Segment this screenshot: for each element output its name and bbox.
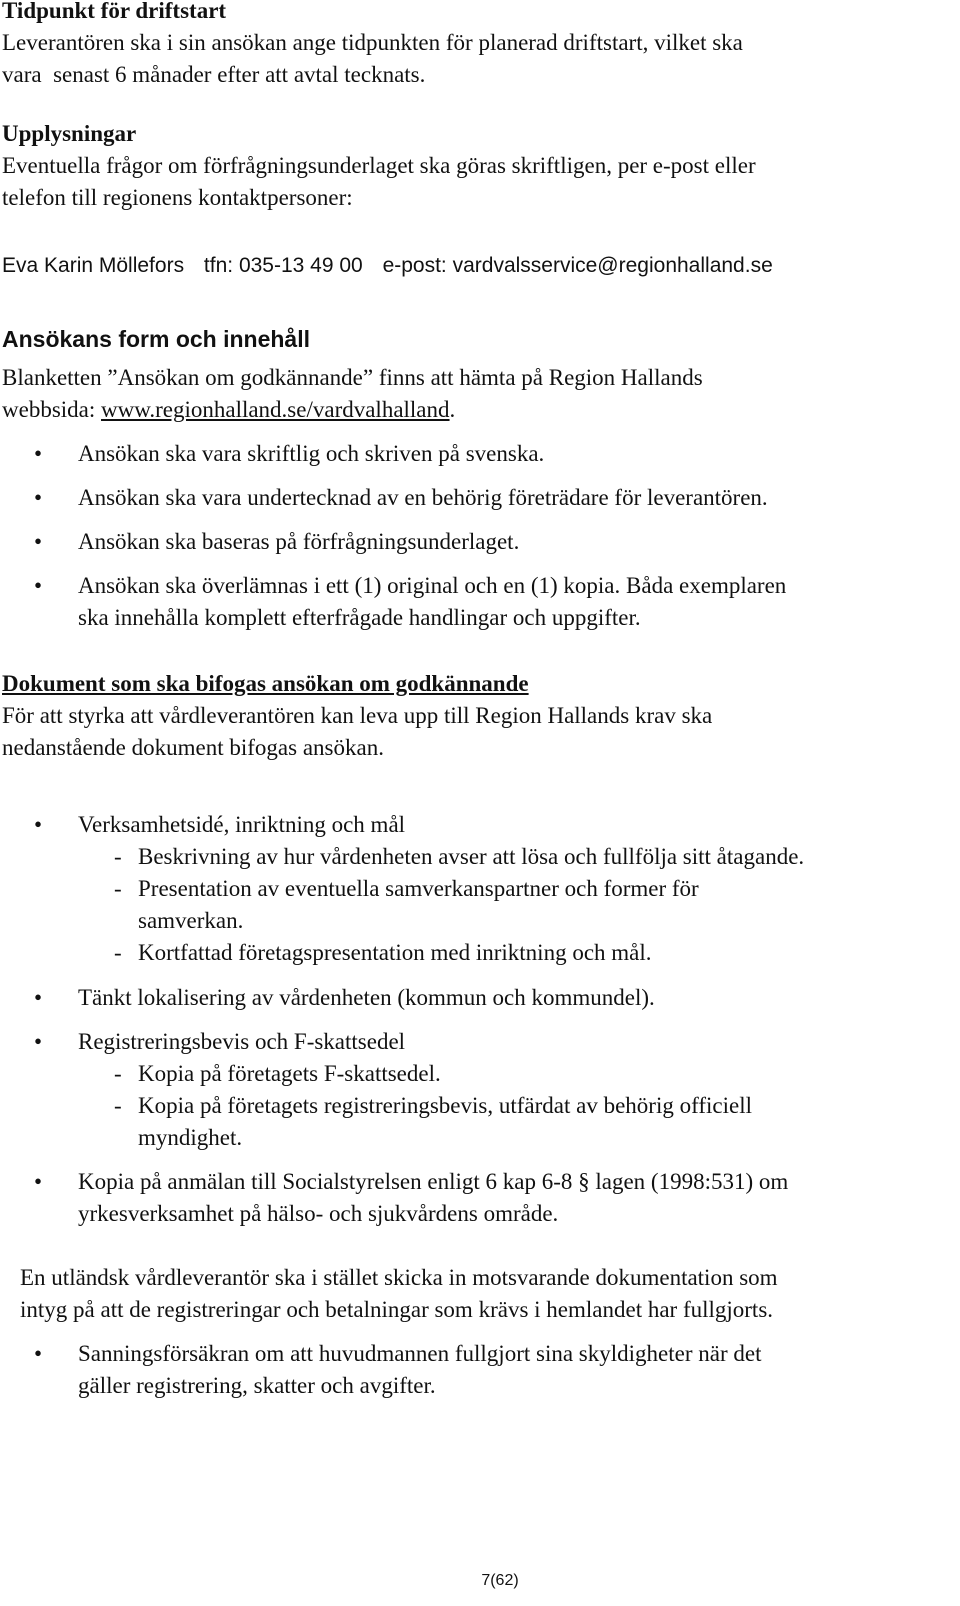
contact-row [2,250,952,282]
section-dokument [2,668,952,764]
section-form [2,323,952,355]
heading-form: Ansökans form och innehåll [2,326,310,352]
sub-item-text: Beskrivning av hur vårdenheten avser att lösa och fullfölja sitt åtagande. [138,844,805,869]
text-line: vara senast 6 månader efter att avtal tecknats. [2,62,426,87]
list-item [0,570,955,634]
list-item-text: Ansökan ska överlämnas i ett (1) original och en (1) kopia. Båda exemplaren [78,573,787,598]
sub-list-item [0,1090,955,1154]
list-item-text: Ansökan ska baseras på förfrågningsunderlaget. [78,529,520,554]
bullet-icon: • [34,985,43,1010]
text-line: intyg på att de registreringar och betalningar som krävs i hemlandet har fullgjorts. [20,1297,774,1322]
list-item [0,438,955,470]
foreign-provider-paragraph [20,1262,955,1326]
bullet-icon: • [34,1341,43,1366]
list-item-text: Kopia på anmälan till Socialstyrelsen enligt 6 kap 6-8 § lagen (1998:531) om [78,1169,789,1194]
list-item [0,482,955,514]
list-item [0,526,955,558]
contact-phone: tfn: 035-13 49 00 [203,254,363,277]
sub-item-text: myndighet. [138,1125,243,1150]
list-item-text: ska innehålla komplett efterfrågade handlingar och uppgifter. [78,605,641,630]
list-item [0,1338,955,1402]
section-upplysningar [2,118,952,214]
dash-icon: - [114,1061,122,1086]
list-item [0,1166,955,1230]
section-driftstart [2,0,952,91]
bullet-icon: • [34,1169,43,1194]
text-fragment: . [449,397,456,422]
sub-list-item [0,937,955,969]
contact-name: Eva Karin Möllefors [2,254,185,277]
list-item-text: Sanningsförsäkran om att huvudmannen fullgjort sina skyldigheter när det [78,1341,762,1366]
sub-item-text: Kopia på företagets F-skattsedel. [138,1061,441,1086]
list-item-text: Ansökan ska vara skriftlig och skriven på svenska. [78,441,545,466]
text-line: Leverantören ska i sin ansökan ange tidpunkten för planerad driftstart, vilket ska [2,30,743,55]
dash-icon: - [114,844,122,869]
text-line [2,394,952,426]
sub-list-item [0,841,955,873]
heading-driftstart: Tidpunkt för driftstart [2,0,227,23]
form-intro [2,362,952,426]
sub-item-text: Presentation av eventuella samverkanspartner och former för [138,876,699,901]
text-line: Eventuella frågor om förfrågningsunderlaget ska göras skriftligen, per e-post eller [2,153,756,178]
document-list [0,809,955,1230]
list-item [0,982,955,1014]
website-link[interactable]: www.regionhalland.se/vardvalhalland [101,397,450,422]
list-item [0,1026,955,1058]
heading-upplysningar: Upplysningar [2,121,137,146]
bullet-icon: • [34,1029,43,1054]
heading-dokument: Dokument som ska bifogas ansökan om godkännande [2,671,529,696]
text-fragment: webbsida: [2,397,102,422]
dash-icon: - [114,1093,122,1118]
sub-item-text: Kopia på företagets registreringsbevis, utfärdat av behörig officiell [138,1093,752,1118]
bullet-icon: • [34,485,43,510]
bullet-icon: • [34,573,43,598]
sub-list-item [0,873,955,937]
dash-icon: - [114,876,122,901]
contact-email-link[interactable]: e-post: vardvalsservice@regionhalland.se [382,254,773,277]
list-item-text: Ansökan ska vara undertecknad av en behörig företrädare för leverantören. [78,485,768,510]
dash-icon: - [114,940,122,965]
list-item-text: Registreringsbevis och F-skattsedel [78,1029,406,1054]
list-item-text: gäller registrering, skatter och avgifter. [78,1373,436,1398]
text-line: Blanketten ”Ansökan om godkännande” finns att hämta på Region Hallands [2,365,703,390]
sub-item-text: Kortfattad företagspresentation med inriktning och mål. [138,940,652,965]
bullet-icon: • [34,812,43,837]
form-bullet-list [0,438,955,634]
sub-list-item [0,1058,955,1090]
declaration-list [0,1338,955,1402]
text-line: För att styrka att vårdleverantören kan leva upp till Region Hallands krav ska [2,703,713,728]
bullet-icon: • [34,441,43,466]
page-number: 7(62) [481,1572,519,1589]
text-line: nedanstående dokument bifogas ansökan. [2,735,384,760]
list-item-text: Verksamhetsidé, inriktning och mål [78,812,406,837]
list-item-text: yrkesverksamhet på hälso- och sjukvårdens område. [78,1201,559,1226]
text-line: En utländsk vårdleverantör ska i stället skicka in motsvarande dokumentation som [20,1265,778,1290]
list-item [0,809,955,841]
sub-item-text: samverkan. [138,908,244,933]
text-line: telefon till regionens kontaktpersoner: [2,185,353,210]
list-item-text: Tänkt lokalisering av vårdenheten (kommun och kommundel). [78,985,655,1010]
bullet-icon: • [34,529,43,554]
